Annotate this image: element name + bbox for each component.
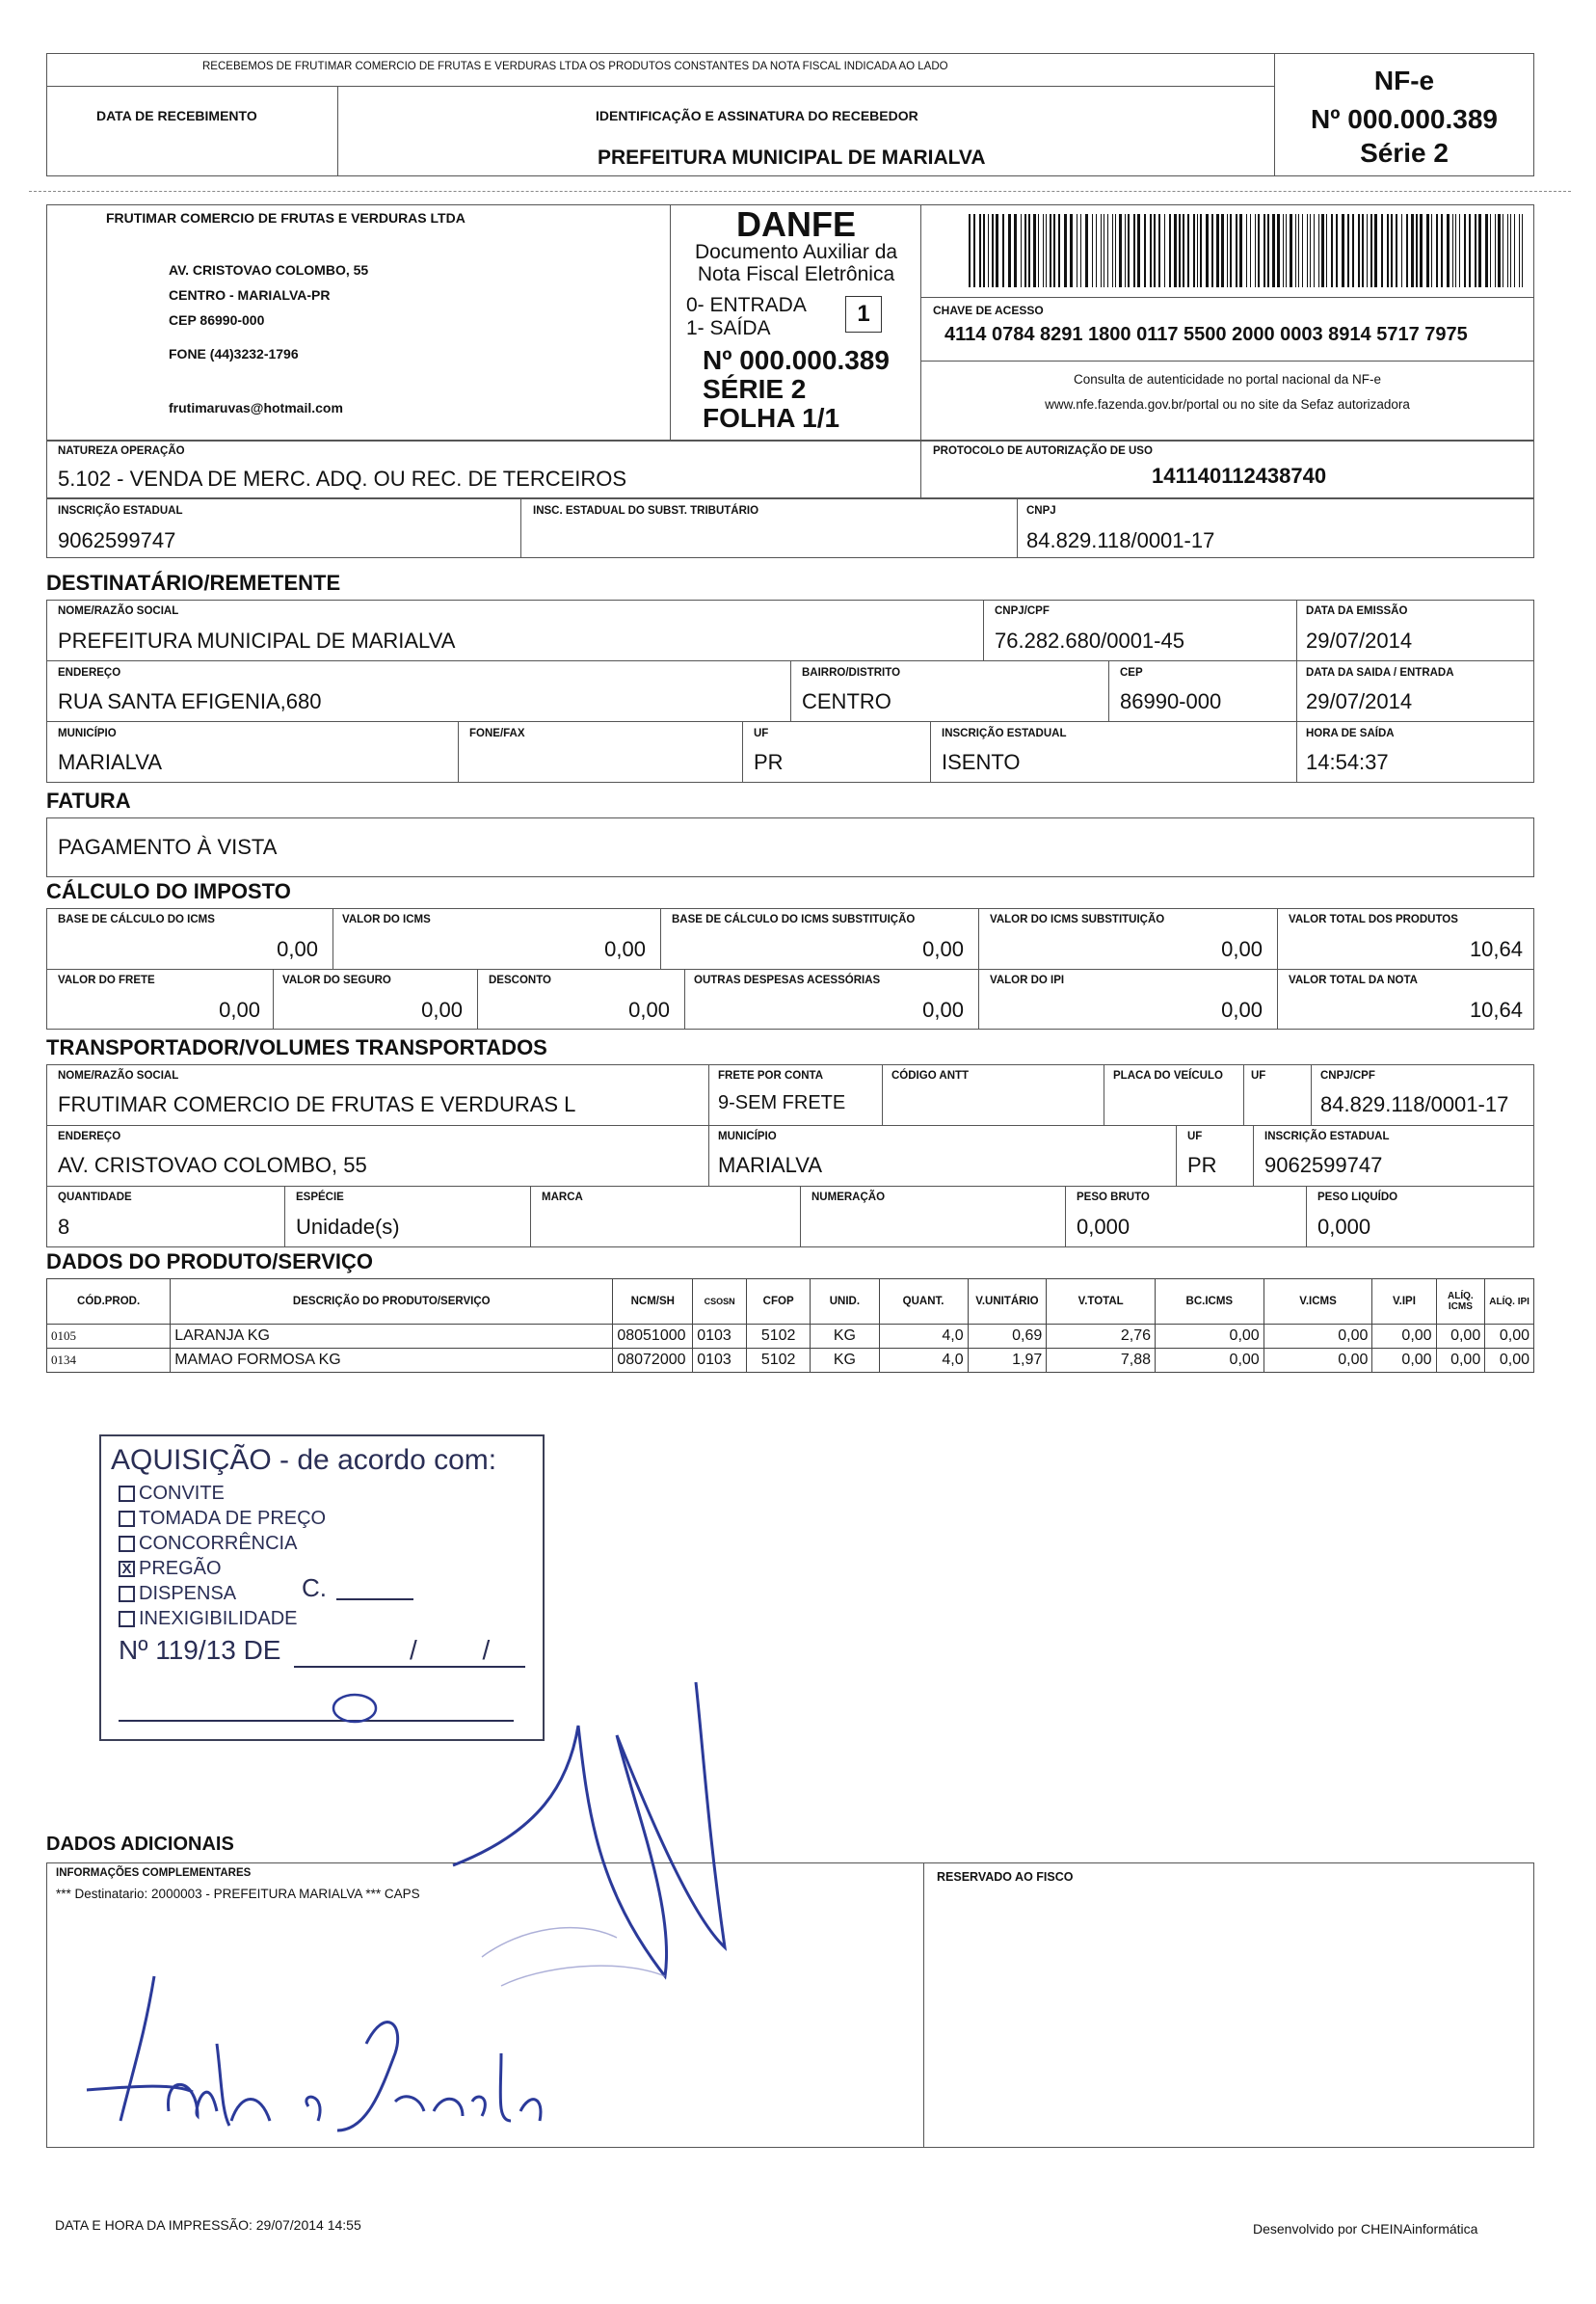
recipient-city-label: MUNICÍPIO [58,728,117,739]
cell-v-icms: 0,00 [1264,1325,1372,1349]
emitter-email: frutimaruvas@hotmail.com [169,400,343,415]
carrier-address-label: ENDEREÇO [58,1131,121,1142]
print-date: DATA E HORA DA IMPRESSÃO: 29/07/2014 14:55 [55,2217,361,2233]
total-label: VALOR TOTAL DA NOTA [1289,975,1418,986]
base-st-label: BASE DE CÁLCULO DO ICMS SUBSTITUIÇÃO [672,914,916,925]
icms-st: 0,00 [1221,937,1263,961]
discount-label: DESCONTO [489,975,551,986]
species-label: ESPÉCIE [296,1192,344,1203]
cell-v-ipi: 0,00 [1372,1349,1436,1373]
stamp-option-4: X PREGÃO [119,1558,222,1580]
cell-cfop: 5102 [747,1325,811,1349]
antt-label: CÓDIGO ANTT [891,1070,970,1082]
carrier-uf: PR [1187,1153,1217,1177]
invoice-section: FATURA [46,789,131,813]
cell-ncm: 08072000 [613,1349,693,1373]
col-csosn: CSOSN [693,1279,747,1325]
icms-label: VALOR DO ICMS [342,914,431,925]
cell-aliq-icms: 0,00 [1436,1325,1485,1349]
total: 10,64 [1469,998,1523,1022]
recipient-name-label: NOME/RAZÃO SOCIAL [58,605,179,617]
total-products: 10,64 [1469,937,1523,961]
total-products-label: VALOR TOTAL DOS PRODUTOS [1289,914,1458,925]
emitter-address: AV. CRISTOVAO COLOMBO, 55 [169,262,369,278]
recipient-issue: 29/07/2014 [1306,629,1413,653]
cell-aliq-ipi: 0,00 [1485,1349,1534,1373]
tax-section: CÁLCULO DO IMPOSTO [46,879,291,903]
col-description: DESCRIÇÃO DO PRODUTO/SERVIÇO [171,1279,613,1325]
ipi-label: VALOR DO IPI [990,975,1065,986]
cell-description: LARANJA KG [171,1325,613,1349]
recipient-address: RUA SANTA EFIGENIA,680 [58,689,322,713]
recipient-section: DESTINATÁRIO/REMETENTE [46,571,341,595]
carrier-cnpj-label: CNPJ/CPF [1320,1070,1375,1082]
director-signature [453,1682,725,1976]
recipient-name: PREFEITURA MUNICIPAL DE MARIALVA [58,629,456,653]
products-section: DADOS DO PRODUTO/SERVIÇO [46,1249,374,1273]
emitter-cep: CEP 86990-000 [169,312,265,328]
net: 0,000 [1317,1215,1371,1239]
cell-csosn: 0103 [693,1349,747,1373]
danfe-number: Nº 000.000.389 [703,345,890,375]
info-text: *** Destinatario: 2000003 - PREFEITURA MARIALVA *** CAPS [56,1887,420,1901]
cell-qty: 4,0 [879,1325,968,1349]
carrier-freight-label: FRETE POR CONTA [718,1070,824,1082]
protocol-label: PROTOCOLO DE AUTORIZAÇÃO DE USO [933,445,1153,457]
recipient-cnpj-label: CNPJ/CPF [995,605,1050,617]
cell-unit: KG [811,1325,879,1349]
receipt-receiver: PREFEITURA MUNICIPAL DE MARIALVA [598,147,986,169]
cnpj-label: CNPJ [1026,505,1056,517]
nature-value: 5.102 - VENDA DE MERC. ADQ. OU REC. DE TERCEIROS [58,467,627,491]
carrier-ie-label: INSCRIÇÃO ESTADUAL [1264,1131,1390,1142]
plate-label: PLACA DO VEÍCULO [1113,1070,1223,1082]
cell-code: 0105 [47,1325,171,1349]
additional-section: DADOS ADICIONAIS [46,1834,234,1855]
danfe-type-box: 1 [845,296,882,333]
nature-label: NATUREZA OPERAÇÃO [58,445,185,457]
cell-csosn: 0103 [693,1325,747,1349]
cell-code: 0134 [47,1349,171,1373]
stamp-option-3: CONCORRÊNCIA [119,1533,297,1555]
receipt-date-label: DATA DE RECEBIMENTO [96,108,257,123]
stamp-option-2: TOMADA DE PREÇO [119,1508,326,1530]
stamp-option-5: DISPENSA [119,1583,236,1605]
numbering-label: NUMERAÇÃO [811,1192,886,1203]
recipient-uf-label: UF [754,728,769,739]
insurance: 0,00 [421,998,463,1022]
stamp-option-6: INEXIGIBILIDADE [119,1608,298,1630]
qty: 8 [58,1215,70,1239]
stamp-number: Nº 119/13 DE [119,1635,281,1665]
emitter-district: CENTRO - MARIALVA-PR [169,287,331,303]
cnpj-value: 84.829.118/0001-17 [1026,528,1215,552]
recipient-address-label: ENDEREÇO [58,667,121,679]
col-cfop: CFOP [747,1279,811,1325]
nfe-series: Série 2 [1360,138,1449,168]
gross: 0,000 [1077,1215,1130,1239]
patricia-signature [87,1976,541,2130]
ipi: 0,00 [1221,998,1263,1022]
discount: 0,00 [628,998,670,1022]
recipient-district-label: BAIRRO/DISTRITO [802,667,901,679]
qty-label: QUANTIDADE [58,1192,132,1203]
recipient-cnpj: 76.282.680/0001-45 [995,629,1184,653]
col-unit-price: V.UNITÁRIO [968,1279,1047,1325]
danfe-subtitle-1: Documento Auxiliar da [694,241,898,263]
carrier-city-label: MUNICÍPIO [718,1131,777,1142]
cell-aliq-icms: 0,00 [1436,1349,1485,1373]
cell-ncm: 08051000 [613,1325,693,1349]
cell-unit: KG [811,1349,879,1373]
net-label: PESO LIQUÍDO [1317,1192,1398,1203]
access-key-label: CHAVE DE ACESSO [933,304,1044,317]
col-v-ipi: V.IPI [1372,1279,1436,1325]
recipient-exit-date: 29/07/2014 [1306,689,1413,713]
carrier-uf-label: UF [1187,1131,1203,1142]
col-qty: QUANT. [879,1279,968,1325]
carrier-name-label: NOME/RAZÃO SOCIAL [58,1070,179,1082]
carrier-address: AV. CRISTOVAO COLOMBO, 55 [58,1153,367,1177]
danfe-series: SÉRIE 2 [703,374,807,404]
info-label: INFORMAÇÕES COMPLEMENTARES [56,1867,252,1879]
stamp-date-slash: / / [410,1635,519,1665]
cell-bc-icms: 0,00 [1155,1325,1264,1349]
access-consult-2: www.nfe.fazenda.gov.br/portal ou no site da Sefaz autorizadora [1045,397,1410,412]
cell-bc-icms: 0,00 [1155,1349,1264,1373]
cell-v-ipi: 0,00 [1372,1325,1436,1349]
col-code: CÓD.PROD. [47,1279,171,1325]
brand-label: MARCA [542,1192,583,1203]
cell-total: 7,88 [1047,1349,1156,1373]
other-label: OUTRAS DESPESAS ACESSÓRIAS [694,975,881,986]
stamp-c-label: C. [302,1573,327,1602]
carrier-city: MARIALVA [718,1153,822,1177]
ie-st-label: INSC. ESTADUAL DO SUBST. TRIBUTÁRIO [533,505,759,517]
developer: Desenvolvido por CHEINAinformática [1253,2221,1478,2237]
cell-cfop: 5102 [747,1349,811,1373]
col-unit: UNID. [811,1279,879,1325]
access-consult-1: Consulta de autenticidade no portal nacional da NF-e [1074,372,1381,387]
carrier-name: FRUTIMAR COMERCIO DE FRUTAS E VERDURAS L [58,1092,576,1116]
cell-unit-price: 1,97 [968,1349,1047,1373]
rubric-mark [333,1695,376,1722]
species: Unidade(s) [296,1215,400,1239]
ie-value: 9062599747 [58,528,176,552]
stamp-title: AQUISIÇÃO - de acordo com: [111,1444,497,1476]
recipient-cep: 86990-000 [1120,689,1222,713]
invoice-payment: PAGAMENTO À VISTA [58,835,278,859]
danfe-entry: 0- ENTRADA [686,294,807,316]
col-bc-icms: BC.ICMS [1155,1279,1264,1325]
nfe-number: Nº 000.000.389 [1311,104,1498,134]
carrier-freight: 9-SEM FRETE [718,1092,846,1113]
col-total: V.TOTAL [1047,1279,1156,1325]
cell-unit-price: 0,69 [968,1325,1047,1349]
emitter-phone: FONE (44)3232-1796 [169,346,299,362]
carrier-ie: 9062599747 [1264,1153,1383,1177]
danfe-exit: 1- SAÍDA [686,317,771,339]
recipient-cep-label: CEP [1120,667,1143,679]
receipt-header: RECEBEMOS DE FRUTIMAR COMERCIO DE FRUTAS E VERDURAS LTDA OS PRODUTOS CONSTANTES DA NOTA FISCAL INDICADA AO LADO [202,61,948,72]
stamp-option-1: CONVITE [119,1483,225,1505]
base-icms: 0,00 [277,937,318,961]
recipient-exit-time: 14:54:37 [1306,750,1389,774]
freight: 0,00 [219,998,260,1022]
cell-total: 2,76 [1047,1325,1156,1349]
col-v-icms: V.ICMS [1264,1279,1372,1325]
emitter-name: FRUTIMAR COMERCIO DE FRUTAS E VERDURAS LTDA [106,210,466,226]
danfe-sheet: FOLHA 1/1 [703,403,840,433]
col-aliq-ipi: ALÍQ. IPI [1485,1279,1534,1325]
recipient-exit-time-label: HORA DE SAÍDA [1306,728,1395,739]
reserved-label: RESERVADO AO FISCO [937,1870,1074,1884]
cell-aliq-ipi: 0,00 [1485,1325,1534,1349]
cell-qty: 4,0 [879,1349,968,1373]
base-icms-label: BASE DE CÁLCULO DO ICMS [58,914,215,925]
recipient-exit-date-label: DATA DA SAIDA / ENTRADA [1306,667,1454,679]
other: 0,00 [922,998,964,1022]
ie-label: INSCRIÇÃO ESTADUAL [58,505,183,517]
protocol-value: 141140112438740 [1152,464,1327,488]
recipient-city: MARIALVA [58,750,162,774]
checkbox-checked-icon: X [119,1561,135,1577]
plate-uf-label: UF [1251,1070,1266,1082]
danfe-title: DANFE [736,204,856,244]
nfe-title: NF-e [1373,66,1435,95]
freight-label: VALOR DO FRETE [58,975,155,986]
cell-v-icms: 0,00 [1264,1349,1372,1373]
recipient-district: CENTRO [802,689,891,713]
transport-section: TRANSPORTADOR/VOLUMES TRANSPORTADOS [46,1035,547,1059]
receipt-ident-label: IDENTIFICAÇÃO E ASSINATURA DO RECEBEDOR [596,108,918,123]
icms: 0,00 [604,937,646,961]
danfe-subtitle-2: Nota Fiscal Eletrônica [697,263,895,285]
recipient-ie-label: INSCRIÇÃO ESTADUAL [942,728,1067,739]
recipient-uf: PR [754,750,784,774]
cell-description: MAMAO FORMOSA KG [171,1349,613,1373]
insurance-label: VALOR DO SEGURO [282,975,391,986]
icms-st-label: VALOR DO ICMS SUBSTITUIÇÃO [990,914,1165,925]
col-ncm: NCM/SH [613,1279,693,1325]
gross-label: PESO BRUTO [1077,1192,1150,1203]
carrier-cnpj: 84.829.118/0001-17 [1320,1092,1509,1116]
col-aliq-icms: ALÍQ. ICMS [1436,1279,1485,1325]
recipient-ie: ISENTO [942,750,1021,774]
recipient-issue-label: DATA DA EMISSÃO [1306,605,1408,617]
recipient-phone-label: FONE/FAX [469,728,525,739]
base-st: 0,00 [922,937,964,961]
access-key: 4114 0784 8291 1800 0117 5500 2000 0003 8914 5717 7975 [944,324,1468,345]
